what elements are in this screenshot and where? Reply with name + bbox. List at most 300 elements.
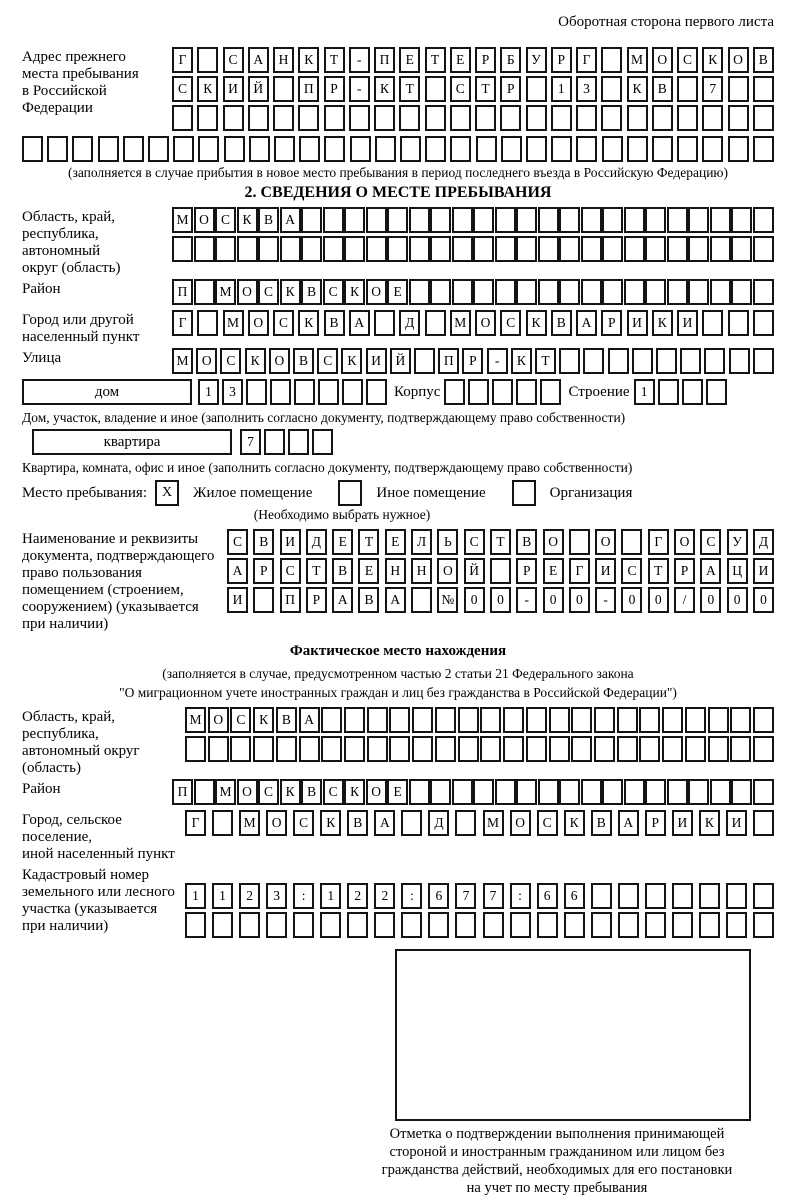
char-box — [710, 279, 731, 305]
char-box — [224, 136, 245, 162]
char-box: О — [728, 47, 749, 73]
char-box: М — [172, 207, 193, 233]
char-box: У — [526, 47, 547, 73]
char-box: Е — [543, 558, 564, 584]
char-box: 6 — [564, 883, 585, 909]
char-box — [411, 587, 432, 613]
char-box: Р — [601, 310, 622, 336]
char-box — [639, 736, 660, 762]
label-line: Город или другой — [22, 312, 134, 328]
char-box — [450, 105, 471, 131]
char-box — [639, 707, 660, 733]
char-box — [753, 105, 774, 131]
char-box — [591, 883, 612, 909]
char-box: К — [652, 310, 673, 336]
fact-district-label: Район — [22, 781, 61, 797]
prev-address-section — [22, 47, 774, 134]
char-box: Р — [462, 348, 483, 374]
char-box: А — [374, 810, 395, 836]
char-box — [473, 779, 494, 805]
char-box — [347, 912, 368, 938]
char-box: Р — [306, 587, 327, 613]
char-box: О — [237, 279, 258, 305]
fact-region-label — [22, 707, 185, 777]
char-box — [173, 136, 194, 162]
char-box: 7 — [702, 76, 723, 102]
char-box: Б — [500, 47, 521, 73]
char-box — [318, 379, 339, 405]
char-box: Р — [516, 558, 537, 584]
char-box — [503, 736, 524, 762]
char-box — [645, 279, 666, 305]
char-box — [594, 707, 615, 733]
char-box: Р — [475, 47, 496, 73]
char-box: Д — [753, 529, 774, 555]
char-box: В — [753, 47, 774, 73]
char-box: О — [194, 207, 215, 233]
char-box — [185, 912, 206, 938]
char-box — [618, 912, 639, 938]
char-box — [212, 810, 233, 836]
char-box — [301, 207, 322, 233]
korpus-label: Корпус — [394, 384, 441, 400]
char-box — [458, 736, 479, 762]
char-box — [468, 379, 489, 405]
char-box — [409, 279, 430, 305]
char-box — [753, 136, 774, 162]
char-box: В — [652, 76, 673, 102]
char-box: В — [551, 310, 572, 336]
char-box: С — [621, 558, 642, 584]
district-row — [172, 279, 774, 305]
char-box — [374, 105, 395, 131]
char-box: К — [280, 279, 301, 305]
char-box — [367, 707, 388, 733]
char-box: В — [358, 587, 379, 613]
char-box — [581, 236, 602, 262]
char-box — [425, 310, 446, 336]
char-box — [194, 779, 215, 805]
char-box — [702, 105, 723, 131]
char-box: 1 — [185, 883, 206, 909]
char-box — [730, 736, 751, 762]
char-box — [728, 310, 749, 336]
label-line: участка (указывается — [22, 901, 158, 917]
label-line: места пребывания — [22, 66, 139, 82]
char-box — [753, 736, 774, 762]
char-box — [672, 912, 693, 938]
flat-caption: Квартира, комната, офис и иное (заполнить согласно документу, подтверждающему право собственности) — [22, 460, 633, 475]
char-box: : — [401, 883, 422, 909]
prev-address-label — [22, 47, 172, 117]
char-box: К — [702, 47, 723, 73]
char-box: Р — [551, 47, 572, 73]
char-box: О — [237, 779, 258, 805]
district-label: Район — [22, 281, 61, 297]
char-box — [480, 736, 501, 762]
char-box: Л — [411, 529, 432, 555]
char-box — [349, 105, 370, 131]
char-box — [430, 236, 451, 262]
char-box: Й — [390, 348, 411, 374]
stay-type-row — [22, 480, 774, 506]
char-box: С — [220, 348, 241, 374]
char-box — [594, 736, 615, 762]
char-box: В — [301, 279, 322, 305]
char-box — [731, 236, 752, 262]
char-box — [324, 136, 345, 162]
residential-label: Жилое помещение — [193, 484, 313, 501]
char-box: П — [438, 348, 459, 374]
char-box — [197, 47, 218, 73]
char-box — [726, 883, 747, 909]
char-box — [428, 912, 449, 938]
char-box — [706, 379, 727, 405]
char-box — [652, 136, 673, 162]
char-box — [293, 912, 314, 938]
char-box: 2 — [374, 883, 395, 909]
prev-address-caption: (заполняется в случае прибытия в новое место пребывания в период последнего въезда в Российскую Федерацию) — [67, 165, 729, 180]
char-box: Р — [324, 76, 345, 102]
char-box — [299, 136, 320, 162]
char-box — [688, 779, 709, 805]
char-box: К — [374, 76, 395, 102]
char-box — [559, 279, 580, 305]
char-box — [280, 236, 301, 262]
fact-city-label — [22, 810, 185, 863]
char-box: К — [298, 310, 319, 336]
char-box — [148, 136, 169, 162]
char-box — [476, 136, 497, 162]
char-box: И — [627, 310, 648, 336]
char-box — [753, 912, 774, 938]
char-box — [662, 707, 683, 733]
actual-location-heading: Фактическое место нахождения — [289, 643, 507, 659]
char-box: Е — [387, 279, 408, 305]
char-box: П — [374, 47, 395, 73]
char-box — [581, 279, 602, 305]
char-box — [551, 136, 572, 162]
char-box — [344, 736, 365, 762]
char-box — [455, 810, 476, 836]
char-box: С — [280, 558, 301, 584]
char-box: О — [510, 810, 531, 836]
label-line: документа, подтверждающего — [22, 548, 215, 564]
char-box: И — [280, 529, 301, 555]
label-line: помещением (строением, — [22, 582, 184, 598]
fact-district-section — [22, 779, 774, 808]
char-box: И — [677, 310, 698, 336]
char-box — [601, 105, 622, 131]
char-box — [728, 105, 749, 131]
region-row-2 — [172, 236, 774, 262]
label-line: Отметка о подтверждении выполнения принимающей — [389, 1126, 725, 1142]
char-box — [324, 105, 345, 131]
char-box — [583, 348, 604, 374]
char-box — [538, 207, 559, 233]
char-box: С — [258, 279, 279, 305]
char-box — [753, 310, 774, 336]
cadastral-section — [22, 865, 774, 941]
char-box: В — [324, 310, 345, 336]
corner-note: Оборотная сторона первого листа — [558, 14, 774, 30]
char-box — [223, 105, 244, 131]
prev-address-row-4 — [22, 136, 774, 162]
char-box — [601, 47, 622, 73]
char-box — [753, 207, 774, 233]
char-box: : — [293, 883, 314, 909]
char-box — [667, 236, 688, 262]
label-line: сооружением) (указывается — [22, 599, 199, 615]
char-box — [344, 707, 365, 733]
char-box: О — [475, 310, 496, 336]
char-box — [753, 236, 774, 262]
char-box — [452, 779, 473, 805]
char-box: 0 — [753, 587, 774, 613]
char-box: И — [595, 558, 616, 584]
char-box: Г — [648, 529, 669, 555]
char-box: / — [674, 587, 695, 613]
char-box: 1 — [212, 883, 233, 909]
char-box — [495, 207, 516, 233]
char-box — [621, 529, 642, 555]
char-box — [366, 379, 387, 405]
char-box — [627, 105, 648, 131]
char-box: : — [510, 883, 531, 909]
char-box: С — [537, 810, 558, 836]
char-box — [430, 207, 451, 233]
cadastral-label — [22, 865, 185, 935]
char-box — [559, 207, 580, 233]
city-section — [22, 310, 774, 346]
char-box: И — [753, 558, 774, 584]
stroenie-cells — [634, 379, 730, 405]
char-box: Е — [450, 47, 471, 73]
document-label — [22, 529, 227, 633]
char-box — [430, 779, 451, 805]
char-box: 1 — [634, 379, 655, 405]
char-box — [239, 912, 260, 938]
char-box: Н — [385, 558, 406, 584]
char-box — [652, 105, 673, 131]
char-box — [672, 883, 693, 909]
char-box: М — [215, 779, 236, 805]
char-box: 6 — [537, 883, 558, 909]
char-box — [412, 736, 433, 762]
label-line: автономный округ — [22, 743, 140, 759]
char-box: С — [700, 529, 721, 555]
char-box: К — [245, 348, 266, 374]
char-box: К — [344, 779, 365, 805]
char-box — [452, 207, 473, 233]
char-box: И — [366, 348, 387, 374]
char-box: Р — [674, 558, 695, 584]
char-box — [608, 348, 629, 374]
label-line: автономный — [22, 243, 101, 259]
char-box — [452, 279, 473, 305]
char-box: 1 — [198, 379, 219, 405]
char-box — [237, 236, 258, 262]
char-box: М — [483, 810, 504, 836]
house-labelbox: дом — [22, 379, 192, 405]
char-box — [526, 736, 547, 762]
char-box — [753, 707, 774, 733]
char-box — [198, 136, 219, 162]
char-box — [753, 279, 774, 305]
char-box — [274, 136, 295, 162]
char-box — [208, 736, 229, 762]
char-box: 3 — [576, 76, 597, 102]
char-box — [298, 105, 319, 131]
char-box — [581, 207, 602, 233]
char-box — [627, 136, 648, 162]
char-box — [320, 912, 341, 938]
char-box: Д — [306, 529, 327, 555]
other-premises-label: Иное помещение — [376, 484, 486, 501]
char-box: О — [269, 348, 290, 374]
char-box: У — [727, 529, 748, 555]
prev-address-row-2 — [172, 76, 774, 102]
street-row — [172, 348, 774, 374]
char-box — [197, 105, 218, 131]
char-box — [667, 779, 688, 805]
char-box — [551, 105, 572, 131]
char-box: П — [280, 587, 301, 613]
char-box — [602, 779, 623, 805]
char-box: М — [185, 707, 206, 733]
char-box — [299, 736, 320, 762]
char-box — [540, 379, 561, 405]
char-box — [215, 236, 236, 262]
char-box — [538, 779, 559, 805]
char-box — [699, 912, 720, 938]
char-box: О — [543, 529, 564, 555]
region-label — [22, 207, 172, 277]
char-box: С — [464, 529, 485, 555]
char-box — [537, 912, 558, 938]
char-box — [435, 736, 456, 762]
char-box: А — [227, 558, 248, 584]
house-caption: Дом, участок, владение и иное (заполнить согласно документу, подтверждающему право собственности) — [22, 410, 626, 425]
char-box — [526, 76, 547, 102]
char-box — [276, 736, 297, 762]
char-box: 0 — [700, 587, 721, 613]
char-box: 2 — [239, 883, 260, 909]
char-box: - — [349, 47, 370, 73]
char-box: 0 — [569, 587, 590, 613]
char-box — [645, 883, 666, 909]
char-box: Е — [399, 47, 420, 73]
char-box: С — [500, 310, 521, 336]
char-box: Е — [332, 529, 353, 555]
char-box — [249, 136, 270, 162]
char-box — [677, 76, 698, 102]
char-box — [564, 912, 585, 938]
char-box: № — [437, 587, 458, 613]
char-box: В — [591, 810, 612, 836]
char-box: Е — [385, 529, 406, 555]
char-box — [425, 136, 446, 162]
char-box — [571, 736, 592, 762]
char-box — [658, 379, 679, 405]
organization-label: Организация — [549, 484, 633, 501]
char-box — [753, 348, 774, 374]
label-line: Федерации — [22, 100, 93, 116]
char-box — [321, 707, 342, 733]
char-box — [730, 707, 751, 733]
char-box: К — [298, 47, 319, 73]
char-box — [516, 236, 537, 262]
char-box: К — [237, 207, 258, 233]
char-box — [344, 236, 365, 262]
char-box — [516, 379, 537, 405]
char-box — [495, 236, 516, 262]
char-box — [387, 236, 408, 262]
char-box: - — [516, 587, 537, 613]
char-box — [656, 348, 677, 374]
char-box: Н — [411, 558, 432, 584]
label-line: Область, край, — [22, 209, 116, 225]
organization-checkbox — [512, 480, 536, 506]
label-line: Кадастровый номер — [22, 867, 149, 883]
char-box — [526, 707, 547, 733]
fact-city-row — [185, 810, 774, 836]
char-box: К — [526, 310, 547, 336]
char-box: Г — [172, 47, 193, 73]
char-box: К — [280, 779, 301, 805]
char-box — [662, 736, 683, 762]
label-line: при наличии) — [22, 918, 109, 934]
char-box: А — [349, 310, 370, 336]
char-box — [624, 779, 645, 805]
char-box — [47, 136, 68, 162]
char-box — [549, 707, 570, 733]
korpus-cells — [444, 379, 564, 405]
char-box — [212, 912, 233, 938]
char-box — [253, 736, 274, 762]
char-box: О — [248, 310, 269, 336]
char-box: Р — [645, 810, 666, 836]
char-box: И — [672, 810, 693, 836]
char-box: С — [293, 810, 314, 836]
char-box — [323, 236, 344, 262]
char-box — [366, 207, 387, 233]
char-box: О — [266, 810, 287, 836]
char-box — [624, 207, 645, 233]
char-box — [726, 912, 747, 938]
section2-heading: 2. СВЕДЕНИЯ О МЕСТЕ ПРЕБЫВАНИЯ — [244, 184, 552, 201]
document-section — [22, 529, 774, 633]
char-box: П — [298, 76, 319, 102]
char-box: - — [595, 587, 616, 613]
char-box — [273, 76, 294, 102]
char-box — [230, 736, 251, 762]
char-box: А — [385, 587, 406, 613]
street-section — [22, 348, 774, 377]
char-box — [399, 105, 420, 131]
char-box — [753, 883, 774, 909]
char-box: С — [677, 47, 698, 73]
char-box: Т — [425, 47, 446, 73]
char-box — [729, 348, 750, 374]
label-line: округ (область) — [22, 260, 121, 276]
char-box — [444, 379, 465, 405]
char-box — [342, 379, 363, 405]
char-box: М — [223, 310, 244, 336]
char-box: Т — [324, 47, 345, 73]
char-box — [569, 529, 590, 555]
label-line: республика, — [22, 726, 99, 742]
